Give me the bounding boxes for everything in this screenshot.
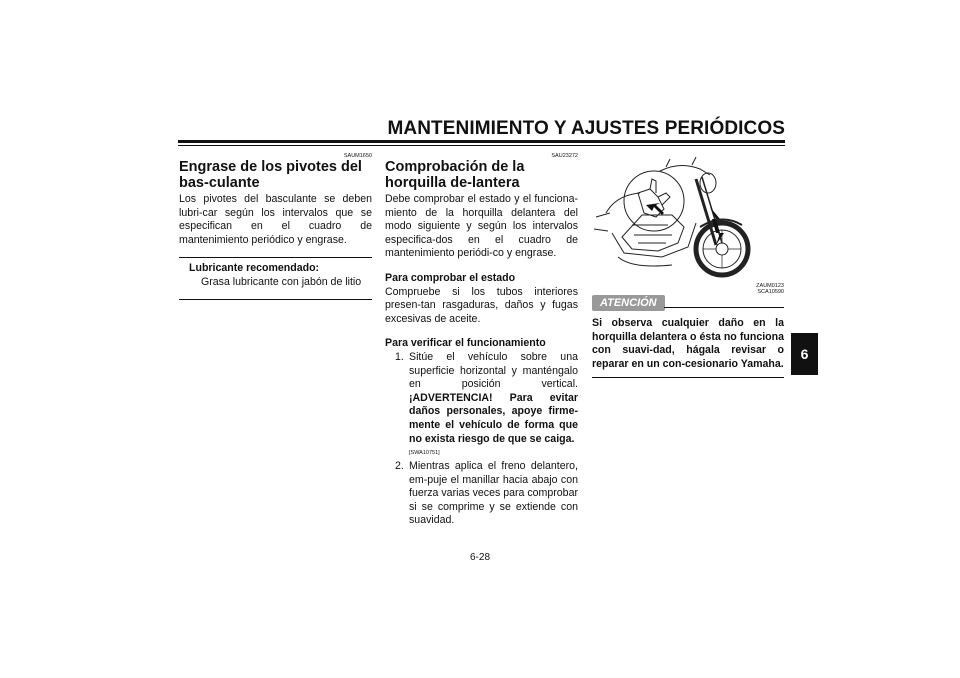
caution-badge: ATENCIÓN — [592, 295, 665, 311]
page-header — [178, 118, 785, 148]
check-title: Para comprobar el estado — [385, 271, 516, 284]
left-section-body: Los pivotes del basculante se deben lubri-car según los intervalos que se especifican en el cuadro de mantenimiento periódico y engrase. — [179, 193, 372, 246]
front-fork-figure — [592, 153, 784, 281]
caution-text: Si observa cualquier daño en la horquilla delantera o ésta no funciona con suavi-dad, hágala revisar o reparar en un con-cesionario Yamaha. — [592, 317, 784, 378]
caution-rule — [664, 307, 784, 308]
step-number: 2. — [395, 460, 404, 473]
middle-section-code: SAU23272 — [551, 153, 578, 159]
middle-section-title: Comprobación de la horquilla de-lantera — [385, 159, 525, 191]
left-column — [179, 153, 372, 300]
middle-column — [385, 153, 578, 528]
step2-text: Mientras aplica el freno delantero, em-puje el manillar hacia abajo con fuerza varias veces para comprobar si se comprime y se extiende con suavidad. — [409, 460, 578, 527]
middle-intro: Debe comprobar el estado y el funciona-miento de la horquilla delantera del modo siguiente y según los intervalos especifica-dos en el cuadro de mantenimiento periódi-co y engrase. — [385, 193, 578, 260]
step-item — [395, 351, 578, 446]
chapter-tab: 6 — [791, 333, 818, 375]
warning-code: [SWA10751] — [409, 450, 440, 457]
step-item — [395, 460, 578, 528]
caution-header — [592, 289, 784, 311]
step-text — [409, 351, 578, 446]
step1-text: Sitúe el vehículo sobre una superficie horizontal y manténgalo en posición vertical. — [409, 350, 578, 391]
header-rule-thick — [178, 140, 785, 143]
left-section-title: Engrase de los pivotes del bas-culante — [179, 159, 362, 191]
lubricant-box — [179, 257, 372, 299]
page-number: 6-28 — [469, 552, 490, 563]
figure-code: ZAUM0123 — [756, 283, 784, 289]
motorcycle-front-fork-illustration — [592, 153, 784, 281]
step-number: 1. — [395, 350, 404, 363]
page-header-title: MANTENIMIENTO Y AJUSTES PERIÓDICOS — [387, 118, 785, 139]
function-steps-continued — [385, 460, 578, 528]
lubricant-label: Lubricante recomendado: — [189, 262, 320, 275]
function-title: Para verificar el funcionamiento — [385, 337, 546, 350]
function-steps — [385, 351, 578, 446]
step1-warning: ¡ADVERTENCIA! Para evitar daños personales, apoye firme-mente el vehículo de forma que no exista riesgo de que se caiga. — [409, 391, 578, 445]
check-text: Compruebe si los tubos interiores presen-tan rasgaduras, daños y fugas excesivas de aceite. — [385, 285, 578, 325]
caution-code: SCA10590 — [757, 289, 784, 295]
lubricant-value: Grasa lubricante con jabón de litio — [201, 275, 362, 288]
header-rule-thin — [178, 145, 785, 146]
right-column — [592, 153, 784, 378]
left-section-code: SAUM1650 — [343, 153, 372, 159]
